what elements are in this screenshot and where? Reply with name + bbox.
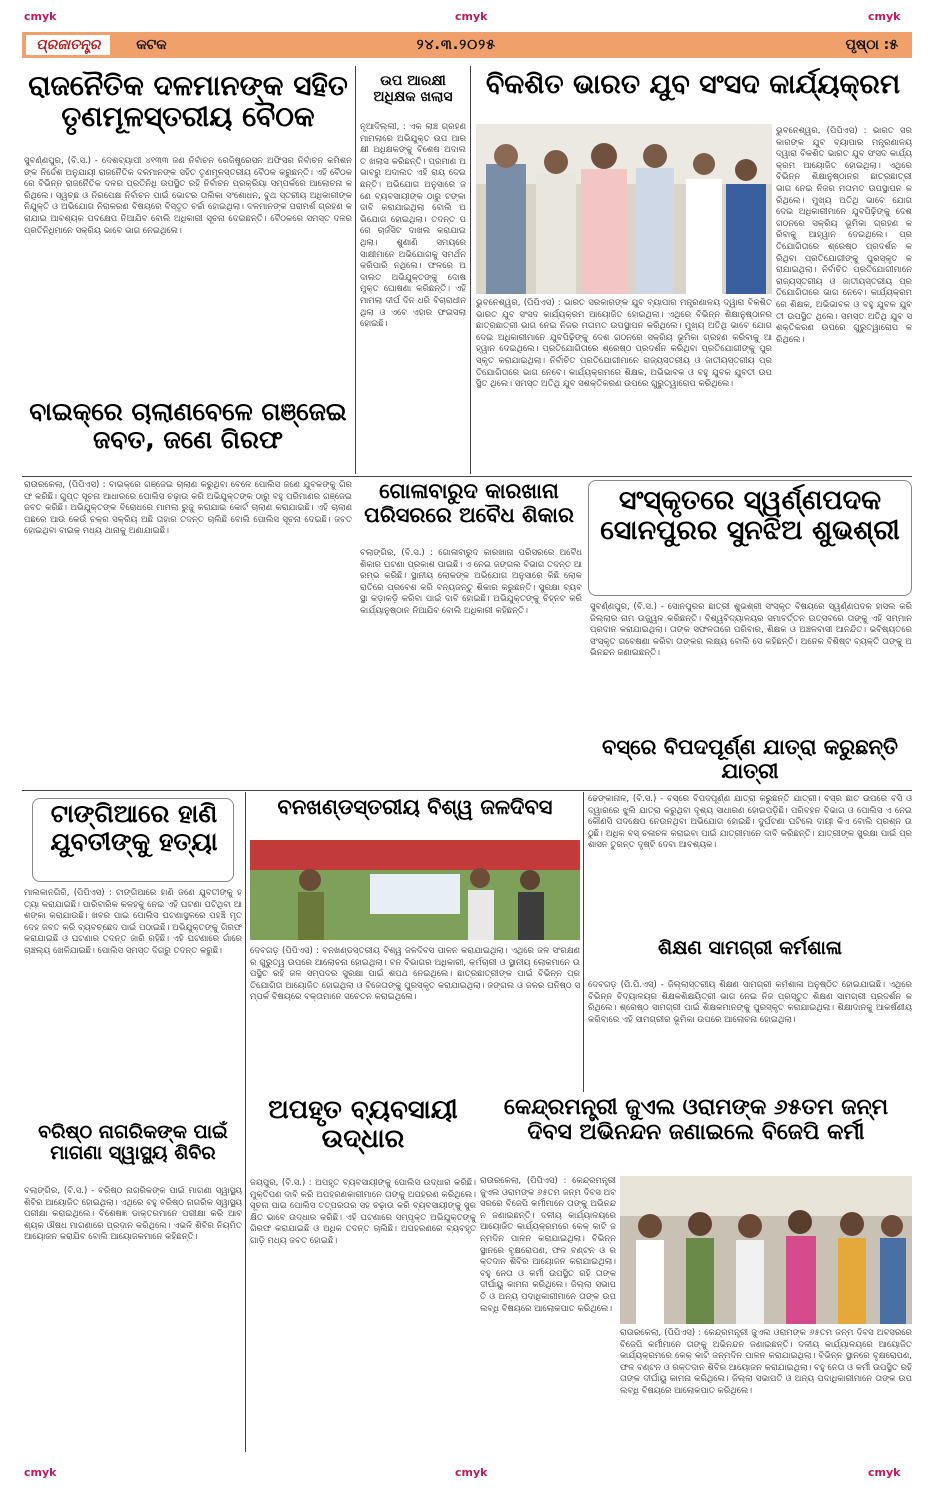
event-photo bbox=[476, 124, 772, 294]
registration-mark: cmyk bbox=[24, 1466, 57, 1479]
story-headline: ଉପ ଆରକ୍ଷୀ ଅଧିକ୍ଷକ ଖଲାସ bbox=[373, 73, 453, 105]
story-body: ଭୁବନେଶ୍ୱର, (ପିପିଏସ) : ଭାରତ ସରକାରଙ୍କ ଯୁବ ବ୍ୟାପାର ମନ୍ତ୍ରଣାଳୟ ଦ୍ୱାରା ବିକଶିତ ଭାରତ ଯୁବ ସଂସଦ କାର୍ଯ୍ୟକ୍ରମ ଆୟୋଜିତ ହୋଇଥିଲା। ଏଥିରେ ବିଭିନ୍ନ ଶିକ୍ଷାନୁଷ୍ଠାନର ଛାତ୍ରଛାତ୍ରୀ ଭାଗ ନେଇ ନିଜର ମତାମତ ଉପସ୍ଥାପନ କରିଥିଲେ। ମୁଖ୍ୟ ଅତିଥି ଭାବେ ଯୋଗ ଦେଇ ଅଧିକାରୀମାନେ ଯୁବପିଢ଼ିଙ୍କୁ ଦେଶ ଗଠନରେ ସକ୍ରିୟ ଭୂମିକା ଗ୍ରହଣ କରିବାକୁ ଆହ୍ୱାନ ଦେଇଥିଲେ। ପ୍ରତିଯୋଗିତାରେ ଶ୍ରେଷ୍ଠ ପ୍ରଦର୍ଶନ କରିଥିବା ପ୍ରତିଯୋଗୀଙ୍କୁ ପୁରସ୍କୃତ କରାଯାଇଥିଲା। ନିର୍ବାଚିତ ପ୍ରତିଯୋଗୀମାନେ ରାଜ୍ୟସ୍ତରୀୟ ଓ ଜାତୀୟସ୍ତରୀୟ ପ୍ରତିଯୋଗିତାରେ ଭାଗ ନେବେ। କାର୍ଯ୍ୟକ୍ରମରେ ଶିକ୍ଷକ, ଅଭିଭାବକ ଓ ବହୁ ଯୁବକ ଯୁବତୀ ଉପସ୍ଥିତ ଥିଲେ। ସମସ୍ତ ଅତିଥି ଯୁବ ସଶକ୍ତିକରଣ ଉପରେ ଗୁରୁତ୍ୱାରୋପ କରିଥିଲେ। bbox=[476, 298, 772, 390]
story-headline: ରାଜନୈତିକ ଦଳମାନଙ୍କ ସହିତ ତୃଣମୂଳସ୍ତରୀୟ ବୈଠକ bbox=[28, 69, 348, 134]
registration-mark: cmyk bbox=[455, 1466, 488, 1479]
registration-mark: cmyk bbox=[24, 10, 57, 23]
event-photo bbox=[250, 840, 580, 940]
story-headline: ଟାଙ୍ଗିଆରେ ହାଣି ଯୁବତୀଙ୍କୁ ହତ୍ୟା bbox=[50, 799, 218, 856]
story-headline: ବାଇକ୍‌ରେ ଚାଲାଣବେଳେ ଗଞ୍ଜେଇ ଜବତ, ଜଣେ ଗିରଫ bbox=[29, 397, 347, 454]
story-headline: ସଂସ୍କୃତରେ ସ୍ୱର୍ଣ୍ଣପଦକ ସୋନପୁରର ସୁନଝିଅ ଶୁଭଶ୍ରୀ bbox=[600, 485, 900, 547]
story-body: ସୁବର୍ଣ୍ଣପୁର, (ବି.ସ.) - ସୋନପୁରର ଛାତ୍ରୀ ଶୁଭଶ୍ରୀ ସଂସ୍କୃତ ବିଷୟରେ ସ୍ୱର୍ଣ୍ଣପଦକ ହାସଲ କରି ଜିଲ୍ଲାର ନାମ ଉଜ୍ଜ୍ୱଳ କରିଛନ୍ତି। ବିଶ୍ୱବିଦ୍ୟାଳୟର ସମାବର୍ତ୍ତନ ଉତ୍ସବରେ ତାଙ୍କୁ ଏହି ସମ୍ମାନ ପ୍ରଦାନ କରାଯାଇଥିଲା। ତାଙ୍କ ସଫଳତାରେ ପରିବାର, ଶିକ୍ଷକ ଓ ଅଞ୍ଚଳବାସୀ ଆନନ୍ଦିତ। ଭବିଷ୍ୟତରେ ସଂସ୍କୃତ ଗବେଷଣା କରିବା ତାଙ୍କର ଲକ୍ଷ୍ୟ ବୋଲି ସେ କହିଛନ୍ତି। ଅନେକ ବିଶିଷ୍ଟ ବ୍ୟକ୍ତି ତାଙ୍କୁ ଅଭିନନ୍ଦନ ଜଣାଇଛନ୍ତି। bbox=[590, 602, 912, 659]
column-divider bbox=[355, 66, 356, 474]
story-body: ସୁବର୍ଣ୍ଣପୁର, (ବି.ସ.) - ଦେଶବ୍ୟାପୀ ୪୧୩୩ ଜଣ ନିର୍ବାଚନ ରେଜିଷ୍ଟ୍ରେସନ ଅଫିସର ନିର୍ବାଚନ କମିଶନଙ୍କ ନିର୍ଦ୍ଦେଶ ଅନୁଯାୟୀ ରାଜନୈତିକ ଦଳମାନଙ୍କ ସହିତ ତୃଣମୂଳସ୍ତରୀୟ ବୈଠକ କରୁଛନ୍ତି। ଏହି ବୈଠକରେ ବିଭିନ୍ନ ରାଜନୈତିକ ଦଳର ପ୍ରତିନିଧି ଉପସ୍ଥିତ ରହି ନିର୍ବାଚନ ପ୍ରକ୍ରିୟା ସମ୍ପର୍କରେ ଆଲୋଚନା କରିଥିଲେ। ସ୍ୱଚ୍ଛ ଓ ନିରପେକ୍ଷ ନିର୍ବାଚନ ପାଇଁ ଭୋଟର ତାଲିକା ସଂଶୋଧନ, ବୁଥ ସ୍ତରୀୟ ଅଧିକାରୀଙ୍କ ନିଯୁକ୍ତି ଓ ଅଭିଯୋଗ ନିରାକରଣ ବିଷୟରେ ବିସ୍ତୃତ ଚର୍ଚ୍ଚା ହୋଇଥିଲା। ଦଳମାନଙ୍କ ପରାମର୍ଶ ଗ୍ରହଣ କରାଯାଇ ଆବଶ୍ୟକ ପଦକ୍ଷେପ ନିଆଯିବ ବୋଲି ଅଧିକାରୀ ସୂଚନା ଦେଇଛନ୍ତି। ବୈଠକରେ ସମସ୍ତ ଦଳର ପ୍ରତିନିଧିମାନେ ସକ୍ରିୟ ଭାବେ ଭାଗ ନେଇଥିଲେ। bbox=[24, 156, 352, 236]
story-headline: ଅପହୃତ ବ୍ୟବସାୟୀ ଉଦ୍ଧାର bbox=[268, 1095, 458, 1155]
story-body: ରାଉରକେଲା, (ପିପିଏସ) : କେନ୍ଦ୍ରମନ୍ତ୍ରୀ ଜୁଏଲ ଓରାମଙ୍କ ୬୫ତମ ଜନ୍ମ ଦିବସ ଅବସରରେ ବିଜେପି କର୍ମୀମାନେ ତାଙ୍କୁ ଅଭିନନ୍ଦନ ଜଣାଇଛନ୍ତି। ଦଳୀୟ କାର୍ଯ୍ୟାଳୟରେ ଆୟୋଜିତ କାର୍ଯ୍ୟକ୍ରମରେ କେକ୍ କାଟି ଜନ୍ମଦିନ ପାଳନ କରାଯାଇଥିଲା। ବିଭିନ୍ନ ସ୍ଥାନରେ ବୃକ୍ଷରୋପଣ, ଫଳ ବଣ୍ଟନ ଓ ରକ୍ତଦାନ ଶିବିର ଆୟୋଜନ କରାଯାଇଥିଲା। ବହୁ ନେତା ଓ କର୍ମୀ ଉପସ୍ଥିତ ରହି ତାଙ୍କ ଦୀର୍ଘାୟୁ କାମନା କରିଥିଲେ। ଜିଲ୍ଲା ସଭାପତି ଓ ଅନ୍ୟ ପଦାଧିକାରୀମାନେ ତାଙ୍କ ଉପଲବ୍ଧି ବିଷୟରେ ଆଲୋକପାତ କରିଥିଲେ। bbox=[620, 1328, 912, 1396]
edition-date: ୨୪.୩.୨୦୨୫ bbox=[416, 37, 497, 53]
story-body: ଦେବଗଡ଼ (ପି.ପି.ଏସ୍) - ଜିଲ୍ଲାସ୍ତରୀୟ ଶିକ୍ଷଣ ସାମଗ୍ରୀ କର୍ମଶାଳା ଅନୁଷ୍ଠିତ ହୋଇଯାଇଛି। ଏଥିରେ ବିଭିନ୍ନ ବିଦ୍ୟାଳୟର ଶିକ୍ଷକଶିକ୍ଷୟିତ୍ରୀ ଭାଗ ନେଇ ନିଜ ପ୍ରସ୍ତୁତ ଶିକ୍ଷଣ ସାମଗ୍ରୀ ପ୍ରଦର୍ଶନ କରିଥିଲେ। ଶ୍ରେଷ୍ଠ ସାମଗ୍ରୀ ପାଇଁ ଶିକ୍ଷକମାନଙ୍କୁ ପୁରସ୍କୃତ କରାଯାଇଥିଲା। ଶିକ୍ଷାଦାନକୁ ଆକର୍ଷଣୀୟ କରିବାରେ ଏହି ସାମଗ୍ରୀର ଭୂମିକା ଉପରେ ଆଲୋଚନା ହୋଇଥିଲା। bbox=[588, 980, 912, 1025]
story-body: ରାଉରକେଲା, (ପିପିଏସ) : ବାଇକ୍‌ରେ ଗଞ୍ଜେଇ ଚାଲାଣ କରୁଥିବା ବେଳେ ପୋଲିସ ଜଣେ ଯୁବକଙ୍କୁ ଗିରଫ କରିଛି। ଗୁପ୍ତ ସୂଚନା ଆଧାରରେ ପୋଲିସ ଚଢ଼ାଉ କରି ଅଭିଯୁକ୍ତଙ୍କ ଠାରୁ ବହୁ ପରିମାଣର ଗଞ୍ଜେଇ ଜବତ କରିଛି। ଅଭିଯୁକ୍ତଙ୍କ ବିରୋଧରେ ମାମଲା ରୁଜୁ କରାଯାଇ କୋର୍ଟ ଚାଲାଣ କରାଯାଇଛି। ଏହି ଚାଲାଣ ପଛରେ ଆଉ କେଉଁ ଚକ୍ର ସକ୍ରିୟ ଅଛି ତାହାର ତଦନ୍ତ ଚାଲିଛି ବୋଲି ପୋଲିସ ସୂଚନା ଦେଇଛି। ଜବତ ହୋଇଥିବା ବାଇକ୍ ମଧ୍ୟ ଥାନାକୁ ଅଣାଯାଇଛି। bbox=[24, 480, 352, 537]
section-divider bbox=[22, 790, 912, 791]
story-headline: ଗୋଳାବାରୁଦ କାରଖାନା ପରିସରରେ ଅବୈଧ ଶିକାର bbox=[364, 479, 574, 527]
page-masthead bbox=[22, 32, 912, 58]
story-body: ଢେଙ୍କାନାଳ, (ବି.ସ.) - ବସ୍‌ରେ ବିପଦପୂର୍ଣ୍ଣ ଯାତ୍ରା କରୁଛନ୍ତି ଯାତ୍ରୀ। ବସ୍‌ର ଛାତ ଉପରେ ବସି ଓ ଦ୍ୱାରରେ ଝୁଲି ଯାତ୍ରା କରୁଥିବା ଦୃଶ୍ୟ ସାଧାରଣ ହୋଇପଡ଼ିଛି। ପରିବହନ ବିଭାଗ ଓ ପୋଲିସ ଏ ନେଇ କୌଣସି ପଦକ୍ଷେପ ନେଉନଥିବା ଅଭିଯୋଗ ହୋଇଛି। ଦୁର୍ଘଟଣା ଘଟିଲେ ଦାୟୀ କିଏ ବୋଲି ପ୍ରଶ୍ନ ଉଠୁଛି। ଅଧିକ ବସ୍ ଚଳାଚଳ କରାଇବା ପାଇଁ ଯାତ୍ରୀମାନେ ଦାବି କରିଛନ୍ତି। ଯାତ୍ରୀଙ୍କ ସୁରକ୍ଷା ପାଇଁ ପ୍ରଶାସନ ତୁରନ୍ତ ଦୃଷ୍ଟି ଦେବା ଆବଶ୍ୟକ। bbox=[588, 794, 912, 851]
story-body: ମାଲକାନଗିରି, (ପିପିଏସ) : ଟାଙ୍ଗିଆରେ ହାଣି ଜଣେ ଯୁବତୀଙ୍କୁ ହତ୍ୟା କରାଯାଇଛି। ପାରିବାରିକ କଳହକୁ ନେଇ ଏହି ଘଟଣା ଘଟିଥିବା ଆଶଙ୍କା କରାଯାଉଛି। ଖବର ପାଇ ପୋଲିସ ଘଟଣାସ୍ଥଳରେ ପହଞ୍ଚି ମୃତଦେହ ଜବତ କରି ବ୍ୟବଚ୍ଛେଦ ପାଇଁ ପଠାଇଛି। ଅଭିଯୁକ୍ତଙ୍କୁ ଗିରଫ କରାଯାଇଛି ଓ ଘଟଣାର ତଦନ୍ତ ଜାରି ରହିଛି। ଏହି ଘଟଣାରେ ଗାଁରେ ଚାଞ୍ଚଲ୍ୟ ଖେଳିଯାଇଛି। ପୋଲିସ ସମସ୍ତ ଦିଗରୁ ତଦନ୍ତ କରୁଛି। bbox=[24, 888, 242, 956]
story-headline: ବସ୍‌ରେ ବିପଦପୂର୍ଣ୍ଣ ଯାତ୍ରା କରୁଛନ୍ତି ଯାତ୍ରୀ bbox=[602, 735, 898, 783]
page-number: ପୃଷ୍ଠା :୫ bbox=[845, 37, 898, 53]
story-body: ବଲାଙ୍ଗିର, (ବି.ସ.) - ବରିଷ୍ଠ ନାଗରିକଙ୍କ ପାଇଁ ମାଗଣା ସ୍ୱାସ୍ଥ୍ୟ ଶିବିର ଆୟୋଜିତ ହୋଇଥିଲା। ଏଥିରେ ବହୁ ବରିଷ୍ଠ ନାଗରିକ ସ୍ୱାସ୍ଥ୍ୟ ପରୀକ୍ଷା କରାଇଥିଲେ। ବିଶେଷଜ୍ଞ ଡାକ୍ତରମାନେ ପରୀକ୍ଷା କରି ଆବଶ୍ୟକ ଔଷଧ ମାଗଣାରେ ପ୍ରଦାନ କରିଥିଲେ। ଏଭଳି ଶିବିର ନିୟମିତ ଆୟୋଜନ କରାଯିବ ବୋଲି ଆୟୋଜକମାନେ କହିଛନ୍ତି। bbox=[24, 1186, 242, 1243]
story-body: ଜୟପୁର, (ବି.ସ.) : ଅପହୃତ ବ୍ୟବସାୟୀଙ୍କୁ ପୋଲିସ ଉଦ୍ଧାର କରିଛି। ମୁକ୍ତିପଣ ଦାବି କରି ଅପହରଣକାରୀମାନେ ତାଙ୍କୁ ଅପହରଣ କରିଥିଲେ। ସୂଚନା ପାଇ ପୋଲିସ ତତ୍ପରତାର ସହ ଚଢ଼ାଉ କରି ବ୍ୟବସାୟୀଙ୍କୁ ସୁରକ୍ଷିତ ଭାବେ ଉଦ୍ଧାର କରିଛି। ଏହି ଘଟଣାରେ ସମ୍ପୃକ୍ତ ଅଭିଯୁକ୍ତଙ୍କୁ ଗିରଫ କରାଯାଇଛି ଓ ଅଧିକ ତଦନ୍ତ ଚାଲିଛି। ଅପହରଣରେ ବ୍ୟବହୃତ ଗାଡ଼ି ମଧ୍ୟ ଜବତ ହୋଇଛି। bbox=[250, 1178, 476, 1246]
story-headline: କେନ୍ଦ୍ରମନ୍ତ୍ରୀ ଜୁଏଲ ଓରାମଙ୍କ ୬୫ତମ ଜନ୍ମ ଦିବସ ଅଭିନନ୍ଦନ ଜଣାଇଲେ ବିଜେପି କର୍ମୀ bbox=[503, 1095, 889, 1145]
story-body: ନୂଆଦିଲ୍ଲୀ, : ଏକ ଲାଞ୍ଚ ଗ୍ରହଣ ମାମଲାରେ ଅଭିଯୁକ୍ତ ଉପ ଆରକ୍ଷୀ ଅଧିକ୍ଷକଙ୍କୁ ବିଶେଷ ଅଦାଲତ ଖଲାସ କରିଛନ୍ତି। ପ୍ରମାଣ ଅଭାବରୁ ଅଦାଲତ ଏହି ରାୟ ଦେଇଛନ୍ତି। ଅଭିଯୋଗ ଅନୁସାରେ ଜଣେ ବ୍ୟବସାୟୀଙ୍କ ଠାରୁ ଟଙ୍କା ଦାବି କରାଯାଇଥିଲା ବୋଲି ଅଭିଯୋଗ ହୋଇଥିଲା। ତଦନ୍ତ ପରେ ଚାର୍ଜସିଟ ଦାଖଲ କରାଯାଇଥିଲା। ଶୁଣାଣି ସମୟରେ ସାକ୍ଷୀମାନେ ଅଭିଯୋଗକୁ ସମର୍ଥନ କରିପାରି ନଥିଲେ। ଫଳରେ ଅଦାଲତ ଅଭିଯୁକ୍ତଙ୍କୁ ଦୋଷମୁକ୍ତ ଘୋଷଣା କରିଛନ୍ତି। ଏହି ମାମଲା ଦୀର୍ଘ ଦିନ ଧରି ବିଚାରାଧୀନ ଥିଲା ଓ ଏବେ ଏହାର ଫଇସଲା ହୋଇଛି। bbox=[360, 122, 466, 330]
column-divider bbox=[245, 792, 246, 1452]
story-body: ବଲାଙ୍ଗିର, (ବି.ସ.) : ଗୋଳାବାରୁଦ କାରଖାନା ପରିସରରେ ଅବୈଧ ଶିକାର ଘଟଣା ପ୍ରକାଶ ପାଇଛି। ଏ ନେଇ ଜଙ୍ଗଲ ବିଭାଗ ତଦନ୍ତ ଆରମ୍ଭ କରିଛି। ସ୍ଥାନୀୟ ଲୋକଙ୍କ ଅଭିଯୋଗ ଅନୁସାରେ କିଛି ଲୋକ ରାତିରେ ପ୍ରବେଶ କରି ବନ୍ୟଜନ୍ତୁ ଶିକାର କରୁଛନ୍ତି। ସୁରକ୍ଷା ବ୍ୟବସ୍ଥା କଡ଼ାକଡ଼ି କରିବା ପାଇଁ ଦାବି ହୋଇଛି। ଅଭିଯୁକ୍ତଙ୍କୁ ଚିହ୍ନଟ କରି କାର୍ଯ୍ୟାନୁଷ୍ଠାନ ନିଆଯିବ ବୋଲି ଅଧିକାରୀ କହିଛନ୍ତି। bbox=[360, 548, 582, 616]
story-headline: ବରିଷ୍ଠ ନାଗରିକଙ୍କ ପାଇଁ ମାଗଣା ସ୍ୱାସ୍ଥ୍ୟ ଶିବିର bbox=[38, 1121, 228, 1165]
column-divider bbox=[470, 66, 471, 474]
story-headline: ବନଖଣ୍ଡସ୍ତରୀୟ ବିଶ୍ୱ ଜଳଦିବସ bbox=[277, 795, 553, 819]
story-headline: ବିକଶିତ ଭାରତ ଯୁବ ସଂସଦ କାର୍ଯ୍ୟକ୍ରମ bbox=[485, 69, 901, 100]
story-body: ଭୁବନେଶ୍ୱର, (ପିପିଏସ) : ଭାରତ ସରକାରଙ୍କ ଯୁବ ବ୍ୟାପାର ମନ୍ତ୍ରଣାଳୟ ଦ୍ୱାରା ବିକଶିତ ଭାରତ ଯୁବ ସଂସଦ କାର୍ଯ୍ୟକ୍ରମ ଆୟୋଜିତ ହୋଇଥିଲା। ଏଥିରେ ବିଭିନ୍ନ ଶିକ୍ଷାନୁଷ୍ଠାନର ଛାତ୍ରଛାତ୍ରୀ ଭାଗ ନେଇ ନିଜର ମତାମତ ଉପସ୍ଥାପନ କରିଥିଲେ। ମୁଖ୍ୟ ଅତିଥି ଭାବେ ଯୋଗ ଦେଇ ଅଧିକାରୀମାନେ ଯୁବପିଢ଼ିଙ୍କୁ ଦେଶ ଗଠନରେ ସକ୍ରିୟ ଭୂମିକା ଗ୍ରହଣ କରିବାକୁ ଆହ୍ୱାନ ଦେଇଥିଲେ। ପ୍ରତିଯୋଗିତାରେ ଶ୍ରେଷ୍ଠ ପ୍ରଦର୍ଶନ କରିଥିବା ପ୍ରତିଯୋଗୀଙ୍କୁ ପୁରସ୍କୃତ କରାଯାଇଥିଲା। ନିର୍ବାଚିତ ପ୍ରତିଯୋଗୀମାନେ ରାଜ୍ୟସ୍ତରୀୟ ଓ ଜାତୀୟସ୍ତରୀୟ ପ୍ରତିଯୋଗିତାରେ ଭାଗ ନେବେ। କାର୍ଯ୍ୟକ୍ରମରେ ଶିକ୍ଷକ, ଅଭିଭାବକ ଓ ବହୁ ଯୁବକ ଯୁବତୀ ଉପସ୍ଥିତ ଥିଲେ। ସମସ୍ତ ଅତିଥି ଯୁବ ସଶକ୍ତିକରଣ ଉପରେ ଗୁରୁତ୍ୱାରୋପ କରିଥିଲେ। bbox=[776, 126, 912, 345]
edition-place: କଟକ bbox=[136, 37, 167, 53]
section-divider bbox=[22, 476, 912, 477]
registration-mark: cmyk bbox=[455, 10, 488, 23]
story-body: ରାଉରକେଲା, (ପିପିଏସ) : କେନ୍ଦ୍ରମନ୍ତ୍ରୀ ଜୁଏଲ ଓରାମଙ୍କ ୬୫ତମ ଜନ୍ମ ଦିବସ ଅବସରରେ ବିଜେପି କର୍ମୀମାନେ ତାଙ୍କୁ ଅଭିନନ୍ଦନ ଜଣାଇଛନ୍ତି। ଦଳୀୟ କାର୍ଯ୍ୟାଳୟରେ ଆୟୋଜିତ କାର୍ଯ୍ୟକ୍ରମରେ କେକ୍ କାଟି ଜନ୍ମଦିନ ପାଳନ କରାଯାଇଥିଲା। ବିଭିନ୍ନ ସ୍ଥାନରେ ବୃକ୍ଷରୋପଣ, ଫଳ ବଣ୍ଟନ ଓ ରକ୍ତଦାନ ଶିବିର ଆୟୋଜନ କରାଯାଇଥିଲା। ବହୁ ନେତା ଓ କର୍ମୀ ଉପସ୍ଥିତ ରହି ତାଙ୍କ ଦୀର୍ଘାୟୁ କାମନା କରିଥିଲେ। ଜିଲ୍ଲା ସଭାପତି ଓ ଅନ୍ୟ ପଦାଧିକାରୀମାନେ ତାଙ୍କ ଉପଲବ୍ଧି ବିଷୟରେ ଆଲୋକପାତ କରିଥିଲେ। bbox=[480, 1176, 616, 1314]
column-divider bbox=[583, 792, 584, 1092]
story-headline: ଶିକ୍ଷଣ ସାମଗ୍ରୀ କର୍ମଶାଳା bbox=[657, 937, 842, 959]
registration-mark: cmyk bbox=[868, 1466, 901, 1479]
registration-mark: cmyk bbox=[868, 10, 901, 23]
event-photo bbox=[620, 1176, 912, 1324]
newspaper-logo: ପ୍ରଜାତନ୍ତ୍ର bbox=[26, 35, 110, 55]
story-body: ଦେବଗଡ଼ (ପିପିଏସ) : ବନଖଣ୍ଡସ୍ତରୀୟ ବିଶ୍ୱ ଜଳଦିବସ ପାଳନ କରାଯାଇଥିଲା। ଏଥିରେ ଜଳ ସଂରକ୍ଷଣର ଗୁରୁତ୍ୱ ଉପରେ ଆଲୋଚନା ହୋଇଥିଲା। ବନ ବିଭାଗର ଅଧିକାରୀ, କର୍ମଚାରୀ ଓ ସ୍ଥାନୀୟ ଲୋକମାନେ ଉପସ୍ଥିତ ରହି ଜଳ ସମ୍ପଦର ସୁରକ୍ଷା ପାଇଁ ଶପଥ ନେଇଥିଲେ। ଛାତ୍ରଛାତ୍ରୀଙ୍କ ପାଇଁ ବିଭିନ୍ନ ପ୍ରତିଯୋଗିତା ଆୟୋଜିତ ହୋଇଥିଲା ଓ ବିଜେତାଙ୍କୁ ପୁରସ୍କୃତ କରାଯାଇଥିଲା। ଜଙ୍ଗଲ ଓ ଜଳର ଘନିଷ୍ଠ ସମ୍ପର୍କ ବିଷୟରେ ବକ୍ତାମାନେ ସଚେତନ କରାଇଥିଲେ। bbox=[250, 946, 580, 1003]
